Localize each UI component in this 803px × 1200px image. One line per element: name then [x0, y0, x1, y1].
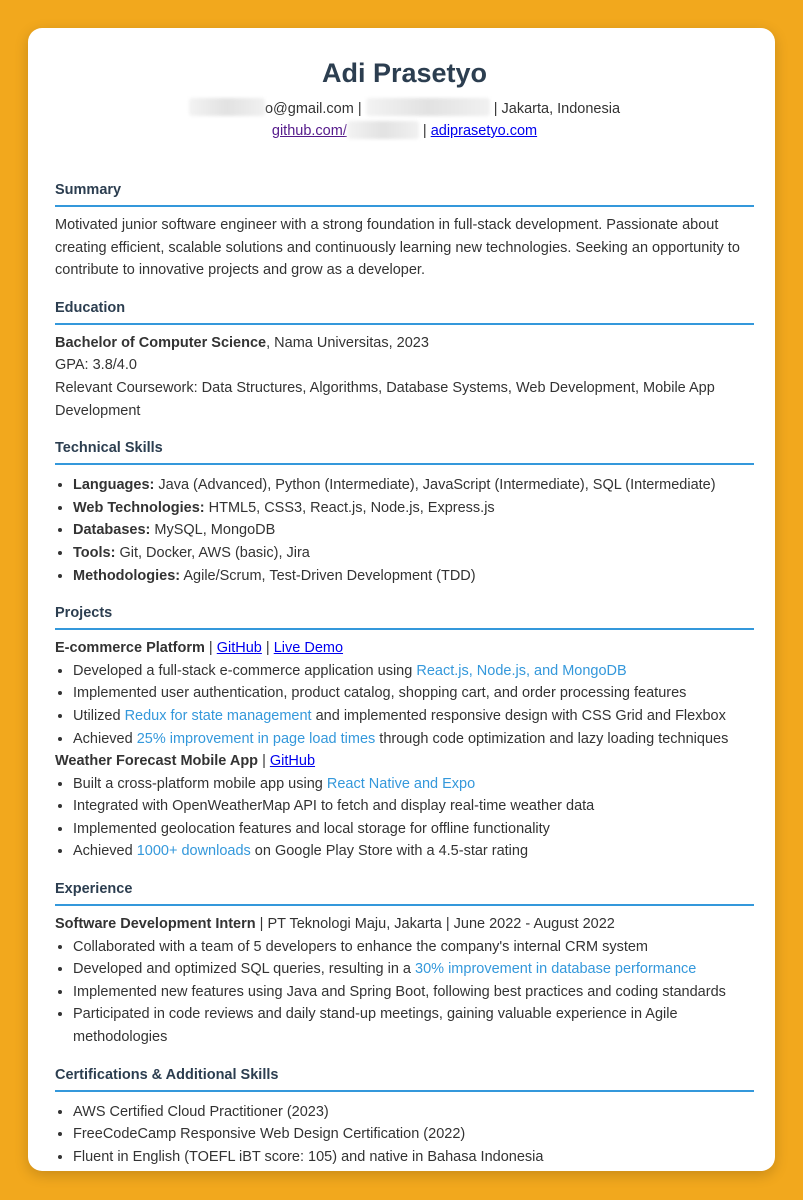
project-title: E-commerce Platform: [55, 640, 205, 657]
job-meta: | PT Teknologi Maju, Jakarta | June 2022 - August 2022: [255, 916, 615, 933]
education-body: [55, 332, 754, 422]
list-item: • Implemented new features using Java and Spring Boot, following best practices and coding standards: [73, 981, 754, 1004]
list-item: • Implemented geolocation features and local storage for offline functionality: [73, 818, 754, 841]
redacted-email: [189, 98, 265, 116]
website-link[interactable]: adiprasetyo.com: [430, 123, 538, 139]
list-item: • Participated in code reviews and daily stand-up meetings, gaining valuable experience in Agile methodologies: [73, 1003, 754, 1048]
list-item: • Achieved 1000+ downloads on Google Play Store with a 4.5-star rating: [73, 840, 754, 863]
project-bullets-weather: [55, 773, 754, 863]
experience-section: [55, 879, 754, 1049]
list-item: • Tools: Git, Docker, AWS (basic), Jira: [73, 542, 754, 565]
section-heading-certifications: Certifications & Additional Skills: [55, 1065, 754, 1092]
school: , Nama Universitas, 2023: [266, 334, 429, 351]
summary-section: [55, 180, 754, 282]
summary-text: Motivated junior software engineer with a strong foundation in full-stack development. Passionate about creating efficient, scalable solutions and continuously learning new technologies. Seeking an opportunity to contribute to innovative projects and grow as a developer.: [55, 217, 740, 279]
links-line: [55, 120, 754, 142]
list-item: • Fluent in English (TOEFL iBT score: 105) and native in Bahasa Indonesia: [73, 1146, 754, 1169]
skills-list: [55, 474, 754, 587]
list-item: • Languages: Java (Advanced), Python (Intermediate), JavaScript (Intermediate), SQL (Intermediate): [73, 474, 754, 497]
contact-line: [55, 98, 754, 120]
experience-bullets: [55, 936, 754, 1049]
project-header-ecommerce: E-commerce Platform | GitHub | Live Demo: [55, 640, 344, 657]
project-bullets-ecommerce: [55, 660, 754, 750]
project-title: Weather Forecast Mobile App: [55, 753, 259, 770]
section-heading-skills: Technical Skills: [55, 438, 754, 465]
section-heading-projects: Projects: [55, 603, 754, 630]
job-header: [55, 913, 754, 936]
list-item: • Web Technologies: HTML5, CSS3, React.js, Node.js, Express.js: [73, 497, 754, 520]
list-item: • Developed and optimized SQL queries, resulting in a 30% improvement in database performance: [73, 958, 754, 981]
section-heading-education: Education: [55, 298, 754, 325]
list-item: • Utilized Redux for state management and implemented responsive design with CSS Grid and Flexbox: [73, 705, 754, 728]
project-header-weather: Weather Forecast Mobile App | GitHub: [55, 753, 316, 770]
project-github-link[interactable]: GitHub: [216, 640, 262, 657]
separator: |: [422, 123, 427, 139]
email-suffix: o@gmail.com: [264, 101, 354, 117]
certifications-section: [55, 1065, 754, 1169]
gpa: GPA: 3.8/4.0: [55, 357, 137, 374]
resume-name: Adi Prasetyo: [321, 58, 488, 88]
education-section: [55, 298, 754, 422]
coursework: Relevant Coursework: Data Structures, Algorithms, Database Systems, Web Development, Mobile App Development: [55, 379, 715, 419]
list-item: • FreeCodeCamp Responsive Web Design Certification (2022): [73, 1123, 754, 1146]
list-item: • Built a cross-platform mobile app using React Native and Expo: [73, 773, 754, 796]
list-item: • Integrated with OpenWeatherMap API to fetch and display real-time weather data: [73, 795, 754, 818]
degree: Bachelor of Computer Science: [55, 334, 267, 351]
github-link[interactable]: github.com/: [272, 123, 419, 139]
redacted-github-user: [347, 121, 419, 139]
resume-card: [28, 28, 775, 1171]
section-heading-experience: Experience: [55, 879, 754, 906]
list-item: • AWS Certified Cloud Practitioner (2023): [73, 1101, 754, 1124]
projects-section: [55, 603, 754, 863]
skills-section: [55, 438, 754, 587]
location: Jakarta, Indonesia: [501, 101, 621, 117]
list-item: • Databases: MySQL, MongoDB: [73, 519, 754, 542]
project-demo-link[interactable]: Live Demo: [273, 640, 344, 657]
section-heading-summary: Summary: [55, 180, 754, 207]
redacted-phone: [366, 98, 490, 116]
separator: |: [493, 101, 498, 117]
list-item: • Implemented user authentication, product catalog, shopping cart, and order processing features: [73, 682, 754, 705]
list-item: • Achieved 25% improvement in page load times through code optimization and lazy loading techniques: [73, 728, 754, 751]
project-github-link[interactable]: GitHub: [269, 753, 316, 770]
certifications-list: [55, 1101, 754, 1169]
degree-line: [55, 332, 754, 355]
list-item: • Collaborated with a team of 5 developers to enhance the company's internal CRM system: [73, 936, 754, 959]
job-role: Software Development Intern: [55, 916, 256, 933]
separator: |: [357, 101, 362, 117]
list-item: • Methodologies: Agile/Scrum, Test-Driven Development (TDD): [73, 565, 754, 588]
list-item: • Developed a full-stack e-commerce application using React.js, Node.js, and MongoDB: [73, 660, 754, 683]
